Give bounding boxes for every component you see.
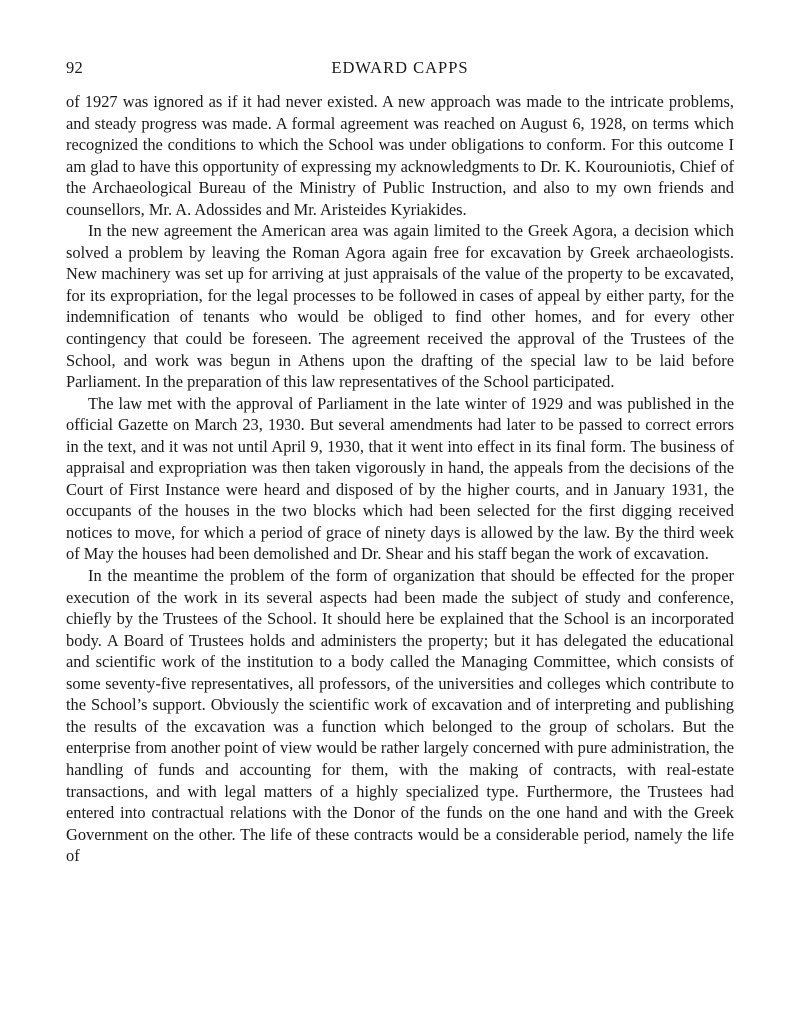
running-title: EDWARD CAPPS — [331, 58, 469, 77]
body-text — [66, 91, 734, 867]
paragraph-new-agreement: In the new agreement the American area was again limited to the Greek Agora, a decision which solved a problem by leaving the Roman Agora again free for excavation by Greek archaeologists. New machinery was set up for arriving at just appraisals of the value of the property to be excavated, for its expropriation, for the legal processes to be followed in cases of appeal by either party, for the indemnification of tenants who would be obliged to find other homes, and for every other contingency that could be foreseen. The agreement received the approval of the Trustees of the School, and work was begun in Athens upon the drafting of the special law to be laid before Parliament. In the preparation of this law representatives of the School participated. — [66, 221, 734, 392]
running-head — [66, 58, 734, 84]
paragraph-organization: In the meantime the problem of the form of organization that should be effected for the proper execution of the work in its several aspects had been made the subject of study and conference, chiefly by the Trustees of the School. It should here be explained that the School is an incorporated body. A Board of Trustees holds and administers the property; but it has delegated the educational and scientific work of the institution to a body called the Managing Committee, which consists of some seventy-five representatives, all professors, of the universities and colleges which contribute to the School’s support. Obviously the scientific work of excavation and of interpreting and publishing the results of the excavation was a function which belonged to the group of scholars. But the enterprise from another point of view would be rather largely concerned with pure administration, the handling of funds and accounting for them, with the making of contracts, with real-estate transactions, and with legal matters of a highly specialized type. Furthermore, the Trustees had entered into contractual relations with the Donor of the funds on the one hand and with the Greek Government on the other. The life of these contracts would be a considerable period, namely the life of — [66, 566, 734, 866]
page-number: 92 — [66, 58, 84, 77]
paragraph-law-approval: The law met with the approval of Parliament in the late winter of 1929 and was published in the official Gazette on March 23, 1930. But several amendments had later to be passed to correct errors in the text, and it was not until April 9, 1930, that it went into effect in its final form. The business of appraisal and expropriation was then taken vigorously in hand, the appeals from the decisions of the Court of First Instance were heard and disposed of by the higher courts, and in January 1931, the occupants of the houses in the two blocks which had been selected for the first digging received notices to move, for which a period of grace of ninety days is allowed by the law. By the third week of May the houses had been demolished and Dr. Shear and his staff began the work of excavation. — [66, 393, 734, 564]
document-page — [66, 58, 734, 867]
paragraph-continued: of 1927 was ignored as if it had never existed. A new approach was made to the intricate problems, and steady progress was made. A formal agreement was reached on August 6, 1928, on terms which recognized the conditions to which the School was under obligations to conform. For this outcome I am glad to have this opportunity of expressing my acknowledgments to Dr. K. Kourouniotis, Chief of the Archaeological Bureau of the Ministry of Public Instruction, and also to my own friends and counsellors, Mr. A. Adossides and Mr. Aristeides Kyriakides. — [66, 92, 734, 219]
